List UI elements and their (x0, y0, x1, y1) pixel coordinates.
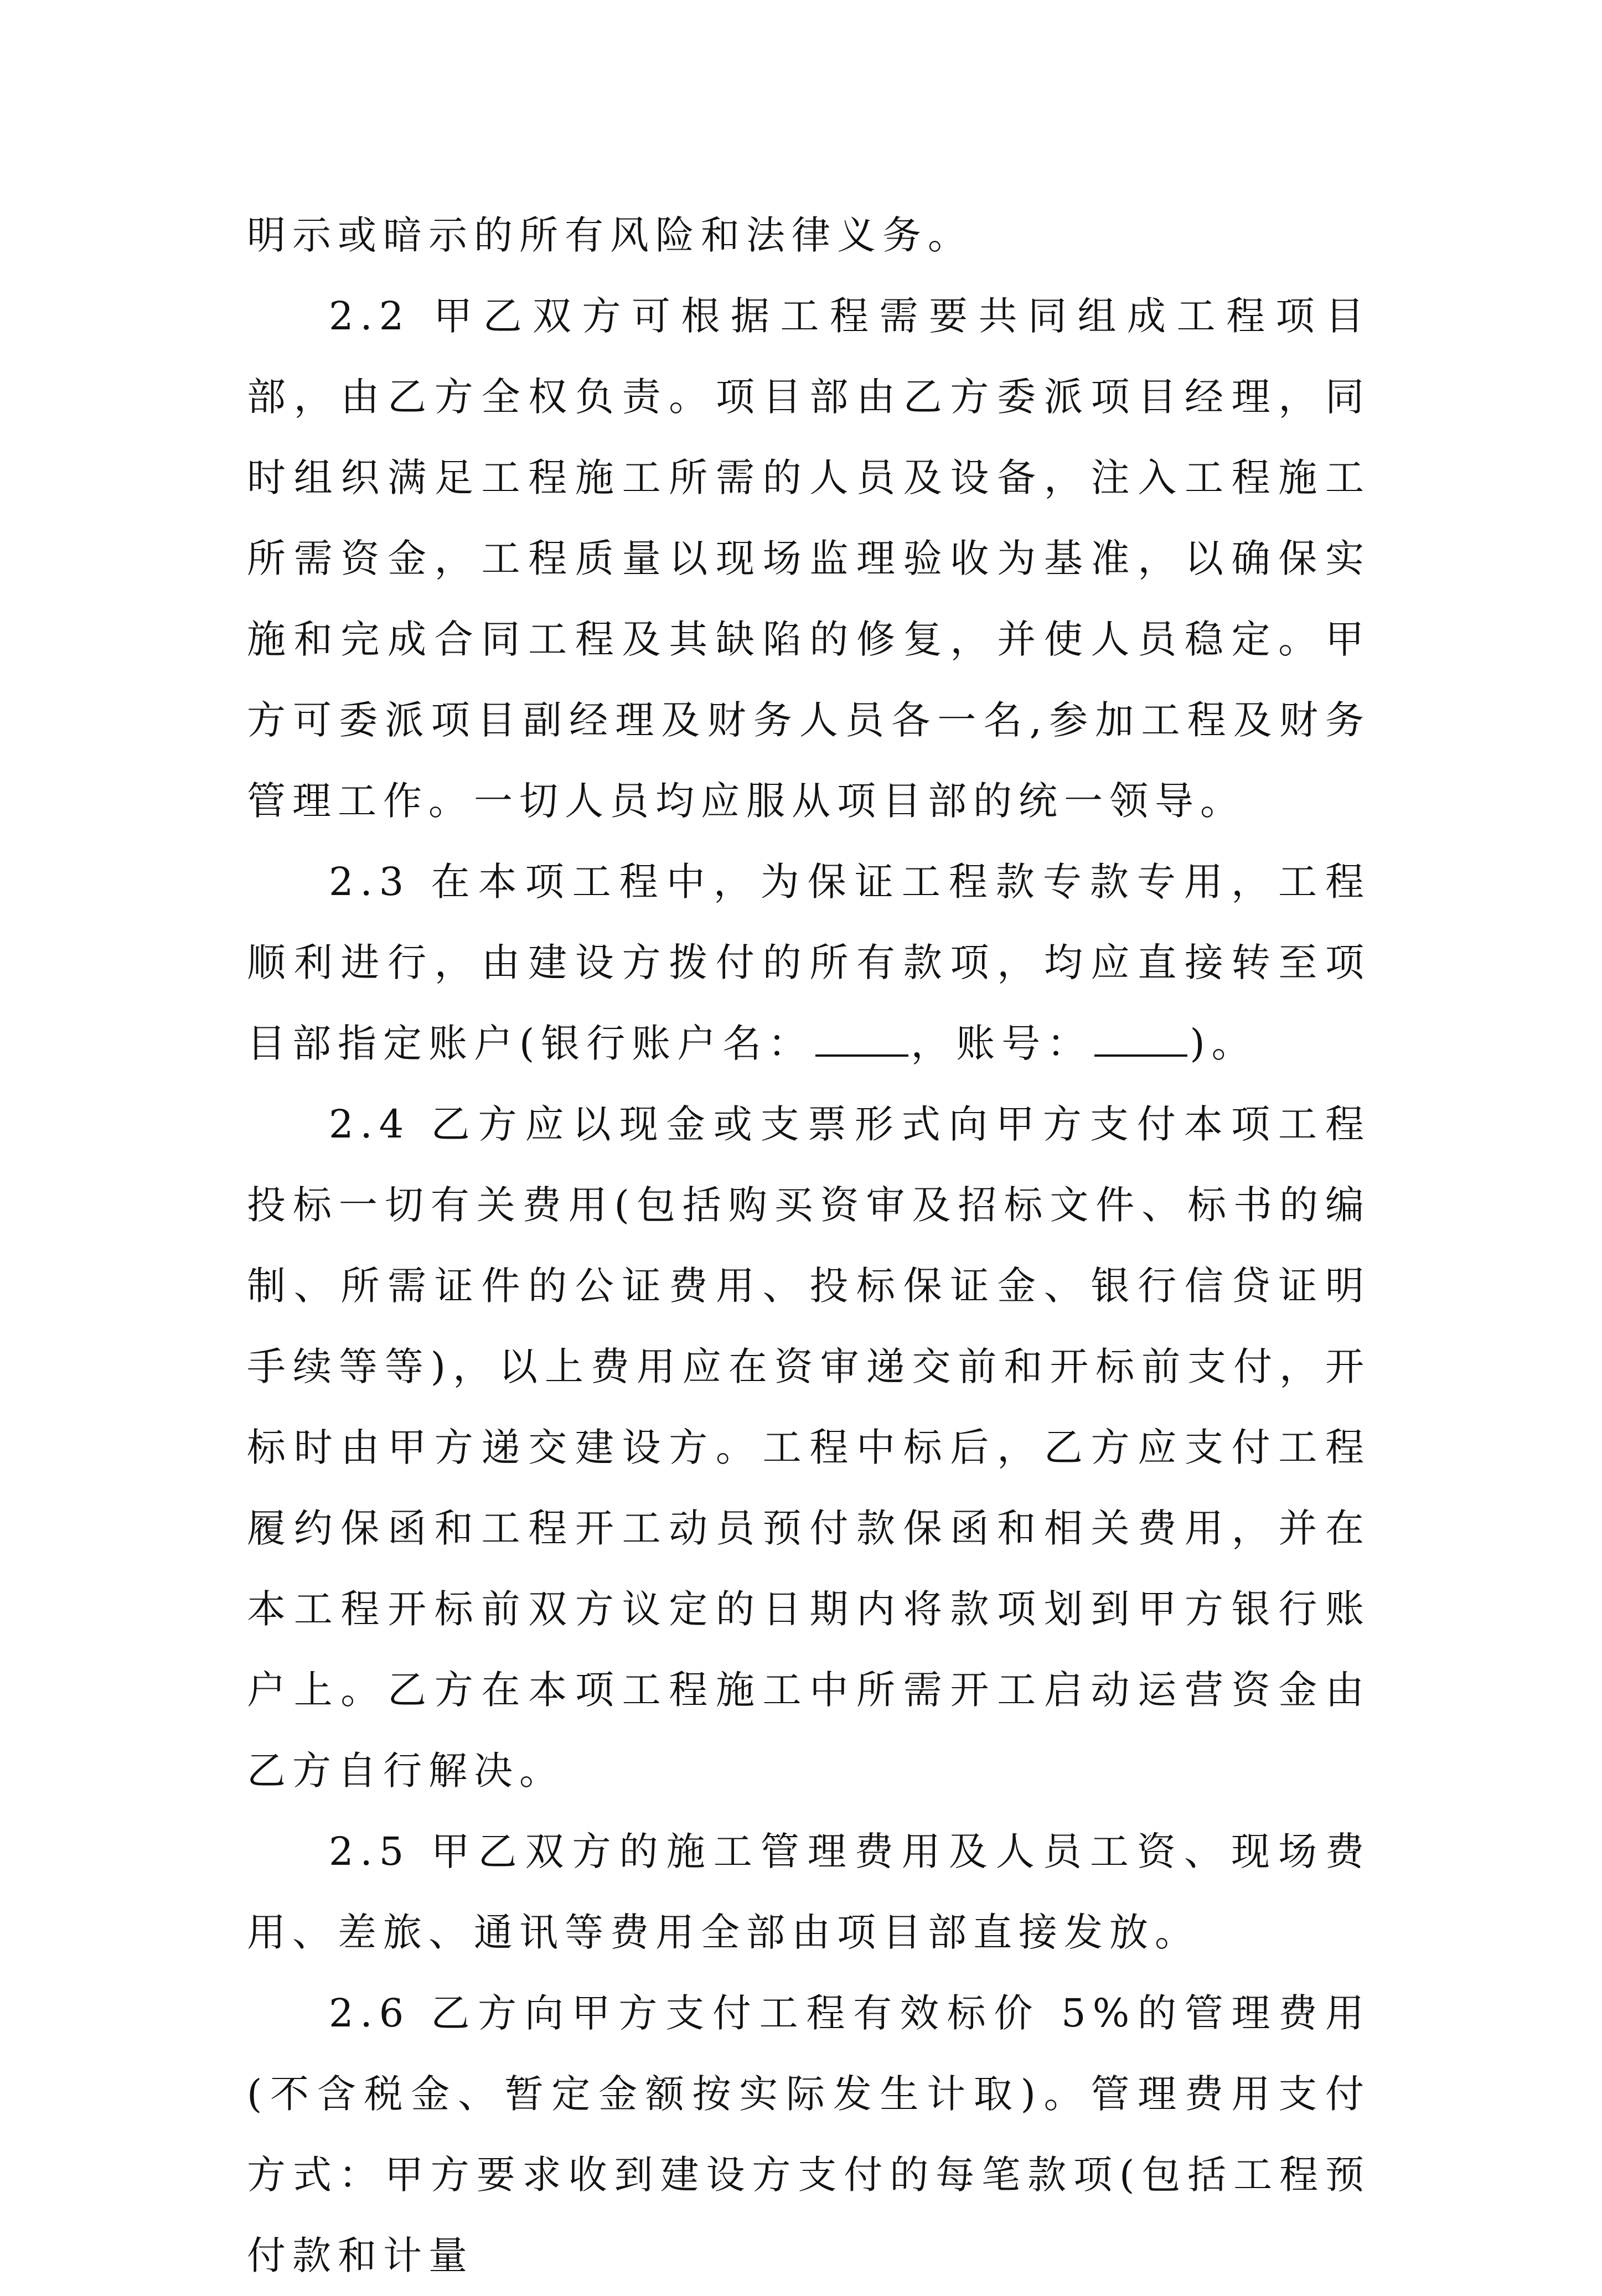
account-number-blank (1094, 1021, 1187, 1057)
clause-2-5: 2.5 甲乙双方的施工管理费用及人员工资、现场费用、差旅、通讯等费用全部由项目部直接发放。 (247, 1829, 1371, 1955)
clause-2-3-text-between: ，账号： (911, 1021, 1093, 1066)
clause-2-4: 2.4 乙方应以现金或支票形式向甲方支付本项工程投标一切有关费用(包括购买资审及招标文件、标书的编制、所需证件的公证费用、投标保证金、银行信贷证明手续等等)，以上费用应在资审递交前和开标前支付，开标时由甲方递交建设方。工程中标后，乙方应支付工程履约保函和工程开工动员预付款保函和相关费用，并在本工程开标前双方议定的日期内将款项划到甲方银行账户上。乙方在本项工程施工中所需开工启动运营资金由乙方自行解决。 (247, 1102, 1371, 1793)
paragraph-continuation: 明示或暗示的所有风险和法律义务。 (247, 213, 973, 258)
clause-2-2: 2.2 甲乙双方可根据工程需要共同组成工程项目部，由乙方全权负责。项目部由乙方委派项目经理，同时组织满足工程施工所需的人员及设备，注入工程施工所需资金，工程质量以现场监理验收为基准，以确保实施和完成合同工程及其缺陷的修复，并使人员稳定。甲方可委派项目副经理及财务人员各一名,参加工程及财务管理工作。一切人员均应服从项目部的统一领导。 (247, 293, 1371, 824)
clause-2-3-text-before: 2.3 在本项工程中，为保证工程款专款专用，工程顺利进行，由建设方拨付的所有款项，均应直接转至项目部指定账户(银行账户名： (247, 859, 1371, 1066)
account-name-blank (815, 1021, 908, 1057)
clause-2-3 (247, 841, 1371, 1084)
clause-2-3-text-after: )。 (1190, 1021, 1257, 1066)
clause-2-6: 2.6 乙方向甲方支付工程有效标价 5%的管理费用(不含税金、暂定金额按实际发生计取)。管理费用支付方式：甲方要求收到建设方支付的每笔款项(包括工程预付款和计量 (247, 1990, 1371, 2278)
document-body (247, 195, 1371, 2296)
